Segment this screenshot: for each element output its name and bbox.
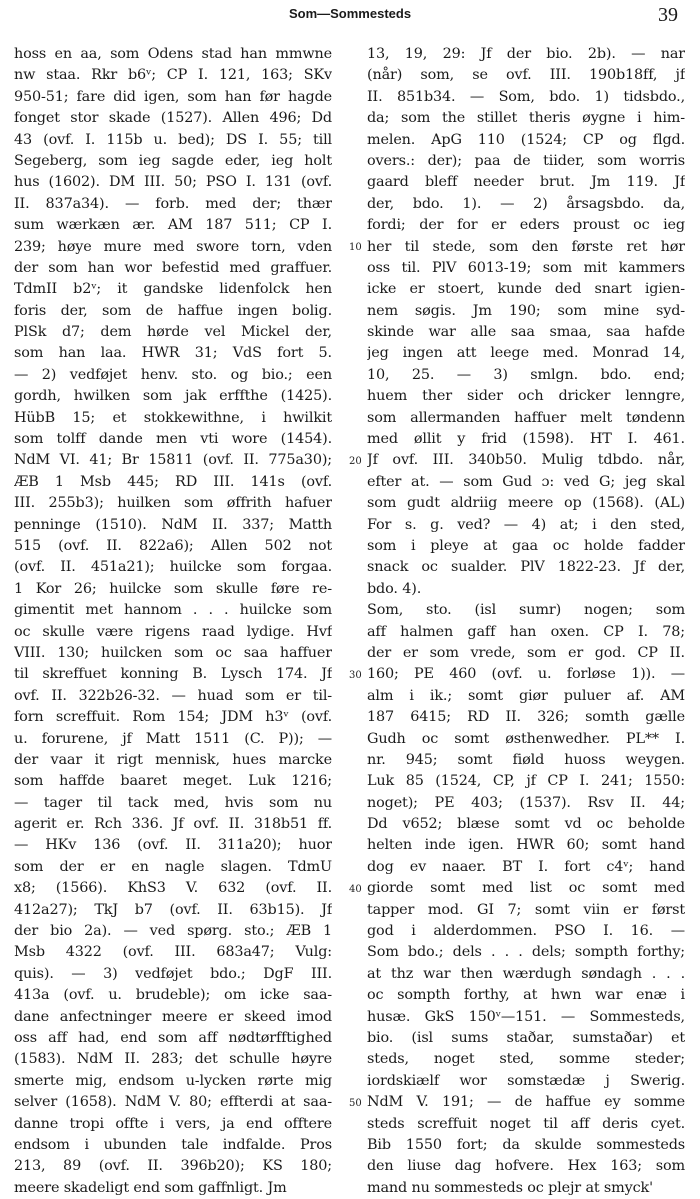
text-line: x8; (1566). KhS3 V. 632 (ovf. II. [14,880,332,897]
text-line: god i alderdommen. PSO I. 16. — [367,923,685,940]
text-line: der vaar it rigt mennisk, hues marcke [14,751,332,768]
text-line: Jf ovf. III. 340b50. Mulig tdbdo. når, [367,452,685,469]
line-number: 30 [349,669,362,681]
text-line: hus (1602). DM III. 50; PSO I. 131 (ovf. [14,174,332,191]
line-number: 40 [349,883,362,895]
text-line: ÆB 1 Msb 445; RD III. 141s (ovf. [14,473,332,490]
text-line: 43 (ovf. I. 115b u. bed); DS I. 55; till [14,131,332,148]
text-line: melen. ApG 110 (1524; CP og flgd. [367,131,685,148]
text-line: da; som the stillet theris øygne i him- [367,110,685,127]
text-line: den liuse dag hofvere. Hex 163; som [367,1158,685,1175]
text-line: helten inde igen. HWR 60; somt hand [367,837,685,854]
text-line: steds screffuit noget til aff deris cyet. [367,1115,685,1132]
text-line: 187 6415; RD II. 326; somth gælle [367,709,685,726]
text-line: hoss en aa, som Odens stad han mmwne [14,46,332,62]
text-line: snack oc sualder. PlV 1822-23. Jf der, [367,559,685,576]
text-line: som haffde baaret meget. Luk 1216; [14,773,332,790]
text-line: med øllit y frid (1598). HT I. 461. [367,431,685,448]
text-line: Bib 1550 fort; da skulde sommesteds [367,1136,685,1153]
text-line: gaard bleff needer brut. Jm 119. Jf [367,174,685,191]
text-line: — HKv 136 (ovf. II. 311a20); huor [14,837,332,854]
text-line: der som han wor befestid med graffuer. [14,259,332,276]
text-line: forn screffuit. Rom 154; JDM h3ᵛ (ovf. [14,709,332,726]
text-line: (når) som, se ovf. III. 190b18ff, jf [367,67,685,84]
line-number: 50 [349,1097,362,1109]
text-line: endsom i ubunden tale indfalde. Pros [14,1136,332,1153]
text-line: u. forurene, jf Matt 1511 (C. P)); — [14,730,332,747]
text-line: som allermanden haffuer melt tøndenn [367,409,685,426]
text-line: — 2) vedføjet henv. sto. og bio.; een [14,366,332,383]
text-line: 213, 89 (ovf. II. 396b20); KS 180; [14,1158,332,1175]
running-title: Som—Sommesteds [288,6,412,21]
text-line: dane anfectninger meere er skeed imod [14,1008,332,1025]
text-line: III. 255b3); huilken som øffrith hafuer [14,495,332,512]
text-line: (ovf. II. 451a21); huilcke som forgaa. [14,559,332,576]
text-line: som han laa. HWR 31; VdS fort 5. [14,345,332,362]
text-line: HübB 15; et stokkewithne, i hwilkit [14,409,332,426]
text-line: — tager til tack med, hvis som nu [14,794,332,811]
text-line: foris der, som de haffue ingen bolig. [14,302,332,319]
text-line: her til stede, som den første ret hør [367,238,685,255]
text-line: iordskiælf wor somstædæ j Swerig. [367,1072,685,1089]
text-line: som der er en nagle slagen. TdmU [14,858,332,875]
text-line: selver (1658). NdM V. 80; effterdi at saa- [14,1094,332,1111]
text-line: tapper mod. GI 7; somt viin er først [367,901,685,918]
text-line: der, bdo. 1). — 2) årsagsbdo. da, [367,195,685,212]
text-line: oc sompth forthy, at hwn war enæ i [367,987,685,1004]
text-line: Gudh oc somt østhenwedher. PL** I. [367,730,685,747]
text-line: smerte mig, endsom u-lycken rørte mig [14,1072,332,1089]
line-number: 20 [349,455,362,467]
text-line: ovf. II. 322b26-32. — huad som er til- [14,687,332,704]
text-line: gordh, hwilken som jak erffthe (1425). [14,388,332,405]
text-line: efter at. — som Gud ɔ: ved G; jeg skal [367,473,685,490]
text-line: overs.: der); paa de tiider, som worris [367,152,685,169]
text-line: 1 Kor 26; huilcke som skulle føre re- [14,580,332,597]
text-line: meere skadeligt end som gaffnligt. Jm [14,1179,287,1196]
text-line: 515 (ovf. II. 822a6); Allen 502 not [14,537,332,554]
text-line: 13, 19, 29: Jf der bio. 2b). — nar [367,46,685,62]
text-line: som tolff dande men vti wore (1454). [14,431,332,448]
text-line: der er som vrede, som er god. CP II. [367,644,685,661]
text-line: sum wærkæn ær. AM 187 511; CP I. [14,217,332,234]
text-line: PlSk d7; dem hørde vel Mickel der, [14,324,332,341]
text-line: Segeberg, som ieg sagde eder, ieg holt [14,152,332,169]
text-line: II. 851b34. — Som, bdo. 1) tidsbdo., [367,88,685,105]
left-column [14,44,332,1199]
text-line: 239; høye mure med swore torn, vden [14,238,332,255]
text-line: danne tropi offte i vers, ja end offtere [14,1115,332,1132]
text-line: 413a (ovf. u. brudeble); om icke saa- [14,987,332,1004]
text-line: som i pleye at gaa oc holde fadder [367,537,685,554]
text-line: at thz war then wærdugh søndagh . . . [367,965,685,982]
text-line: nw staa. Rkr b6ᵛ; CP I. 121, 163; SKv [14,67,332,84]
text-line: fonget stor skade (1527). Allen 496; Dd [14,110,332,127]
text-line: 950-51; fare did igen, som han før hagde [14,88,332,105]
text-line: jeg ingen att leege med. Monrad 14, [367,345,685,362]
text-line: noget); PE 403; (1537). Rsv II. 44; [367,794,685,811]
text-line: 160; PE 460 (ovf. u. forløse 1)). — [367,666,685,683]
text-line: som gudt aldriig meere op (1568). (AL) [367,495,685,512]
text-line: nem søgis. Jm 190; som mine syd- [367,302,685,319]
text-line: oc skulle være rigens raad lydige. Hvf [14,623,332,640]
text-line: NdM VI. 41; Br 15811 (ovf. II. 775a30); [14,452,332,469]
text-line: aff halmen gaff han oxen. CP I. 78; [367,623,685,640]
text-line: fordi; der for er eders proust oc ieg [367,217,685,234]
text-line: NdM V. 191; — de haffue ey somme [367,1094,685,1111]
text-line: penninge (1510). NdM II. 337; Matth [14,516,332,533]
text-line: TdmII b2ᵛ; it gandske lidenfolck hen [14,281,332,298]
text-line: giorde somt med list oc somt med [367,880,685,897]
text-line: der bio 2a). — ved spørg. sto.; ÆB 1 [14,923,332,940]
text-line: bio. (isl sums staðar, sumstaðar) et [367,1029,685,1046]
text-line: icke er stoert, kunde ded snart igien- [367,281,685,298]
text-line: steds, noget sted, somme steder; [367,1051,685,1068]
running-head [0,4,700,26]
text-line: II. 837a34). — forb. med der; thær [14,195,332,212]
text-line: mand nu sommesteds oc plejr at smyck' [367,1179,653,1196]
text-line: quis). — 3) vedføjet bdo.; DgF III. [14,965,332,982]
text-line: (1583). NdM II. 283; det schulle høyre [14,1051,332,1068]
text-line: huem ther sider och dricker lenngre, [367,388,685,405]
text-line: Dd v652; blæse somt vd oc beholde [367,816,685,833]
text-line: For s. g. ved? — 4) at; i den sted, [367,516,685,533]
text-line: husæ. GkS 150ᵛ—151. — Sommesteds, [367,1008,685,1025]
text-line: Msb 4322 (ovf. III. 683a47; Vulg: [14,944,332,961]
text-line: bdo. 4). [367,580,422,597]
text-line: VIII. 130; huilcken som oc saa haffuer [14,644,332,661]
text-line: 10, 25. — 3) smlgn. bdo. end; [367,366,685,383]
page-number: 39 [658,4,678,26]
text-line: oss til. PlV 6013-19; som mit kammers [367,259,685,276]
text-line: oss aff had, end som aff nødtørfftighed [14,1029,332,1046]
text-line: skinde war alle saa smaa, saa hafde [367,324,685,341]
line-number: 10 [349,241,362,253]
text-line: nr. 945; somt fiøld huoss weygen. [367,751,685,768]
text-line: agerit er. Rch 336. Jf ovf. II. 318b51 ff. [14,816,332,833]
text-line: Som, sto. (isl sumr) nogen; som [367,602,685,619]
text-line: gimentit met hannom . . . huilcke som [14,602,332,619]
text-line: 412a27); TkJ b7 (ovf. II. 63b15). Jf [14,901,332,918]
text-line: Luk 85 (1524, CP, jf CP I. 241; 1550: [367,773,685,790]
text-line: til skreffuet konning B. Lysch 174. Jf [14,666,332,683]
text-line: Som bdo.; dels . . . dels; sompth forthy; [367,944,685,961]
right-column [367,44,685,1199]
text-line: dog ev naaer. BT I. fort c4ᵛ; hand [367,858,685,875]
text-line: alm i ik.; somt giør puluer af. AM [367,687,685,704]
